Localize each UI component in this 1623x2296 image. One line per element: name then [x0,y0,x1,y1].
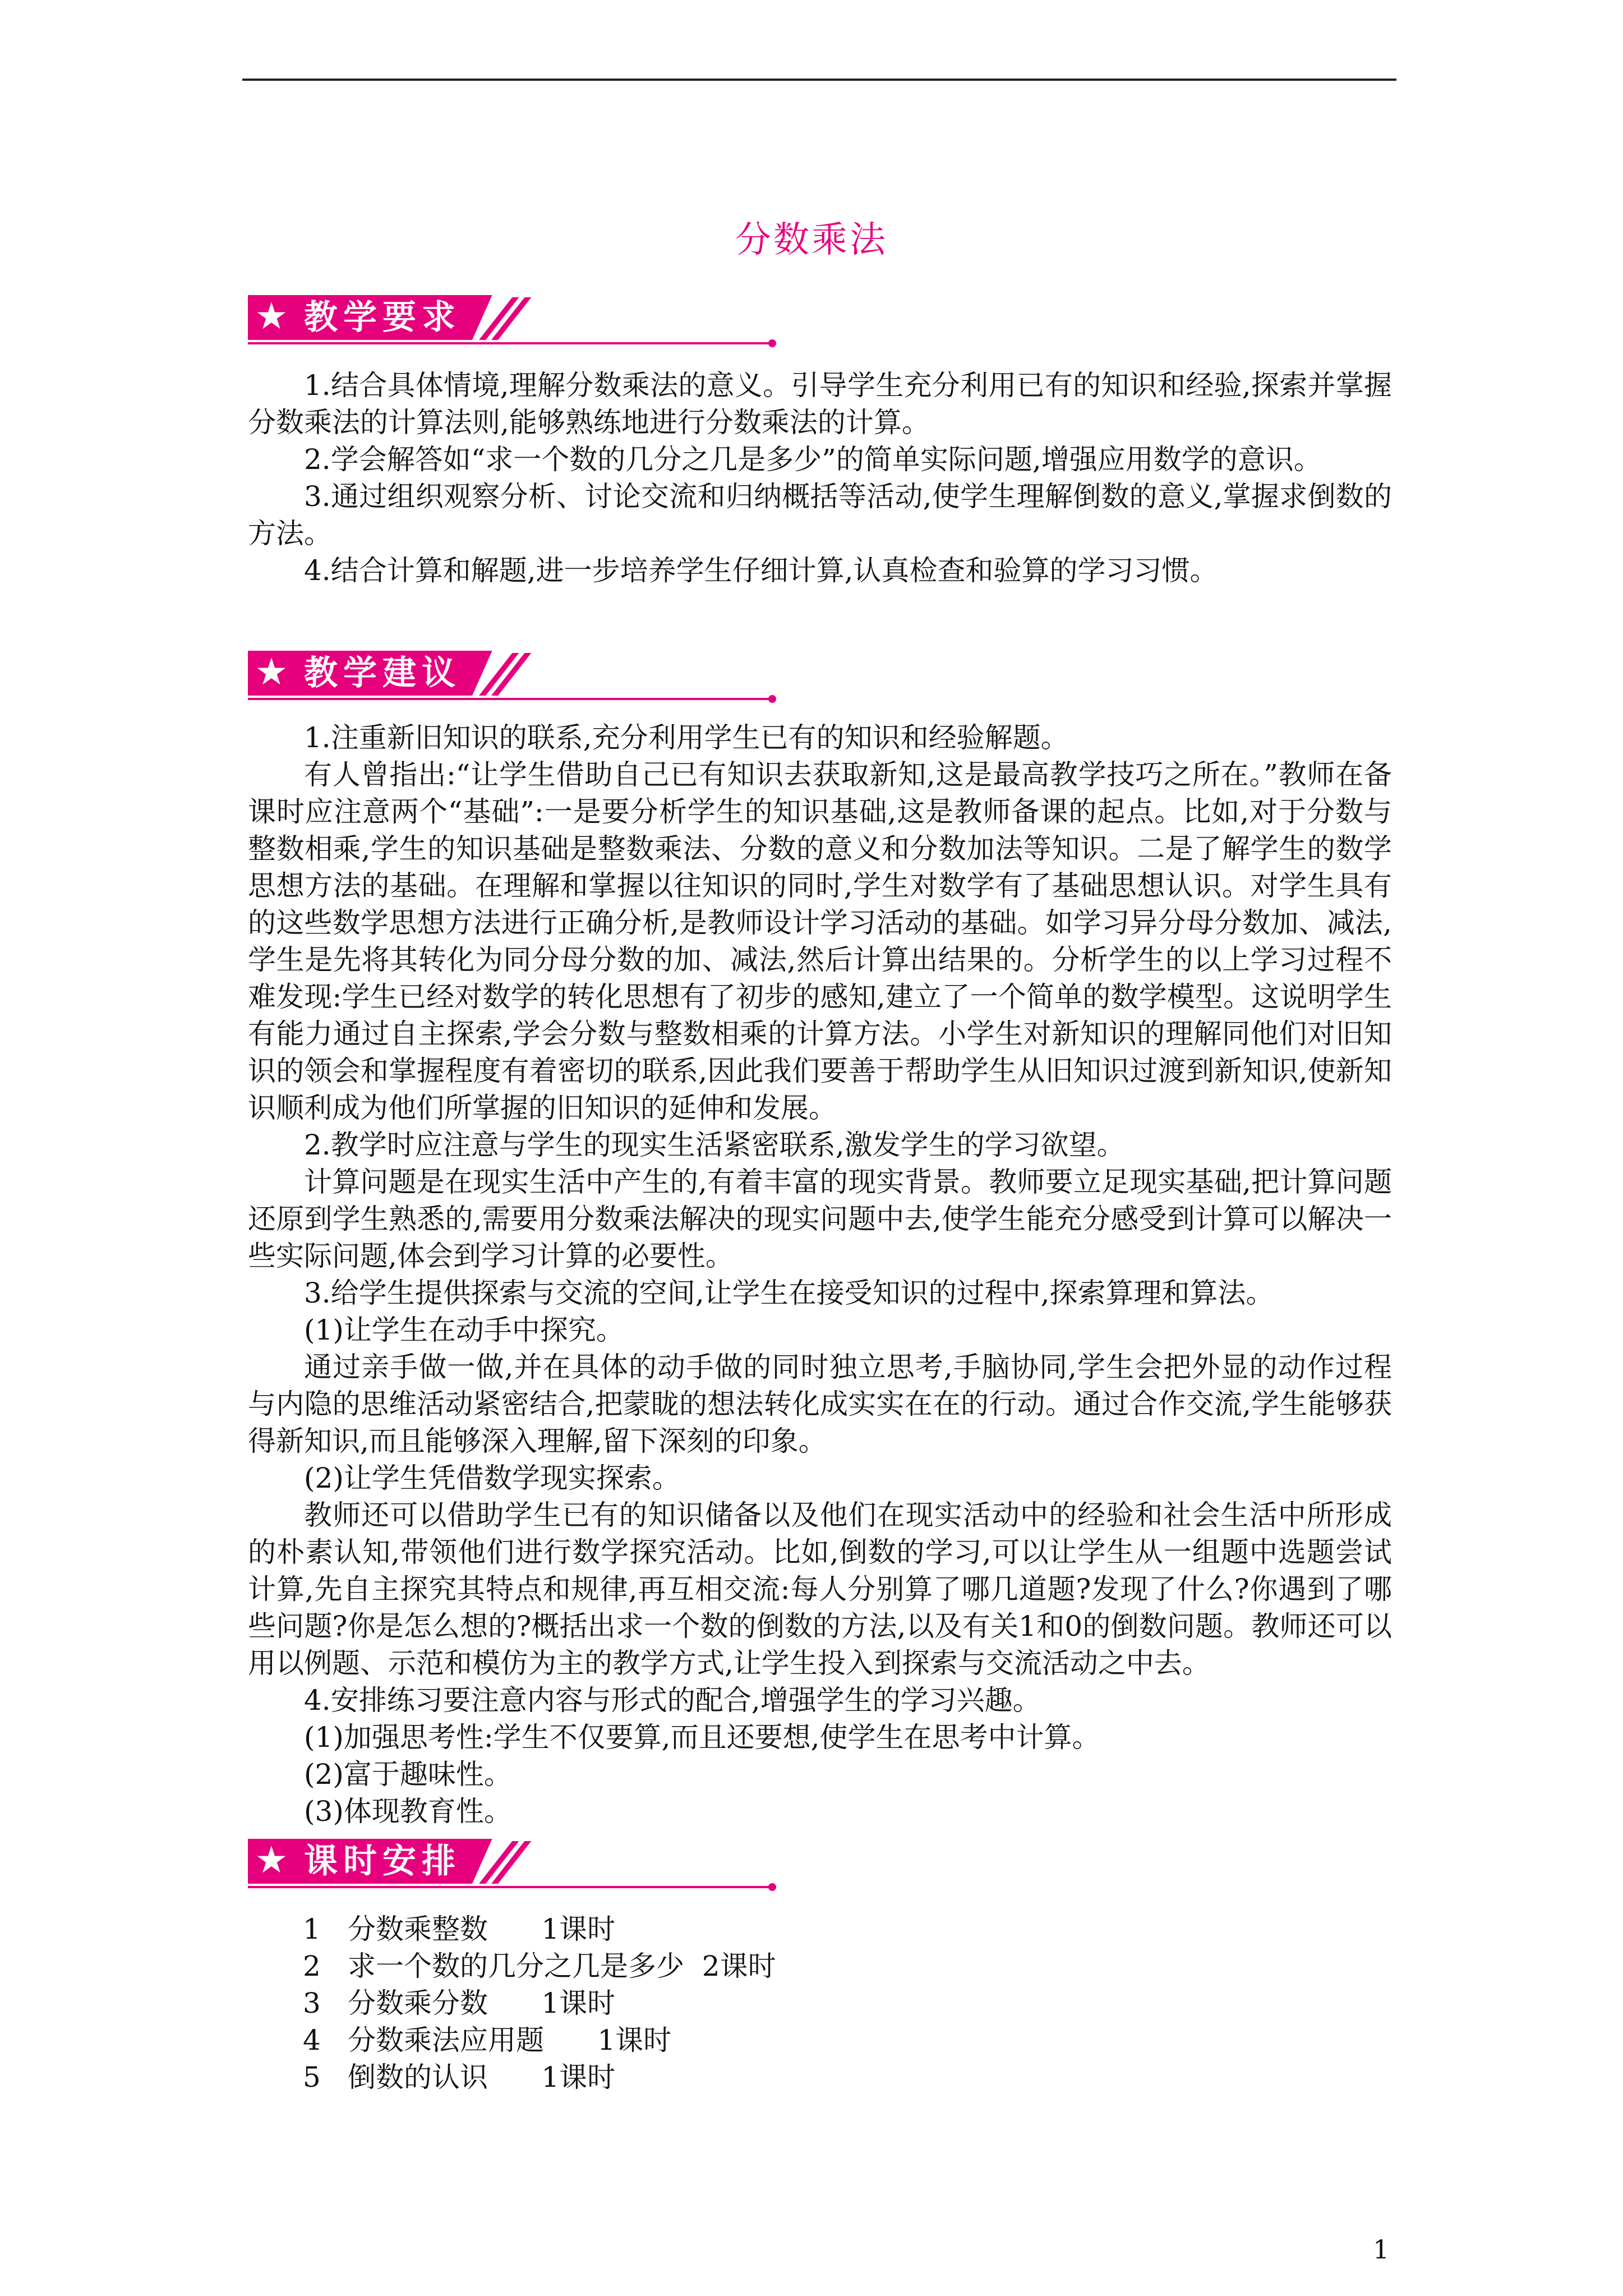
schedule-text: 倒数的认识 1课时 [348,2061,616,2093]
section-header-suggestions [248,651,778,700]
paragraph: 有人曾指出:“让学生借助自己已有知识去获取新知,这是最高教学技巧之所在。”教师在备课时应注意两个“基础”:一是要分析学生的知识基础,这是教师备课的起点。比如,对于分数与整数相乘,学生的知识基础是整数乘法、分数的意义和分数加法等知识。二是了解学生的数学思想方法的基础。在理解和掌握以往知识的同时,学生对数学有了基础思想认识。对学生具有的这些数学思想方法进行正确分析,是教师设计学习活动的基础。如学习异分母分数加、减法,学生是先将其转化为同分母分数的加、减法,然后计算出结果的。分析学生的以上学习过程不难发现:学生已经对数学的转化思想有了初步的感知,建立了一个简单的数学模型。这说明学生有能力通过自主探索,学会分数与整数相乘的计算方法。小学生对新知识的理解同他们对旧知识的领会和掌握程度有着密切的联系,因此我们要善于帮助学生从旧知识过渡到新知识,使新知识顺利成为他们所掌握的旧知识的延伸和发展。 [248,758,1392,1124]
section-rule [248,342,772,344]
schedule-number: 4 [303,2024,321,2056]
schedule-row [303,1948,776,1985]
suggestions-body [248,719,1392,1830]
paragraph: 1.注重新旧知识的联系,充分利用学生已有的知识和经验解题。 [304,721,1069,754]
paragraph: (2)富于趣味性。 [304,1758,512,1791]
star-icon: ★ [255,650,288,693]
paragraph: 2.教学时应注意与学生的现实生活紧密联系,激发学生的学习欲望。 [304,1129,1125,1161]
rule-end-dot [768,1883,776,1891]
paragraph: (3)体现教育性。 [304,1795,512,1828]
requirements-body [248,367,1392,589]
paragraph: 3.通过组织观察分析、讨论交流和归纳概括等活动,使学生理解倒数的意义,掌握求倒数的方法。 [248,480,1392,550]
schedule-row [303,1911,776,1948]
rule-end-dot [768,695,776,703]
paragraph: 计算问题是在现实生活中产生的,有着丰富的现实背景。教师要立足现实基础,把计算问题还原到学生熟悉的,需要用分数乘法解决的现实问题中去,使学生能充分感受到计算可以解决一些实际问题,体会到学习计算的必要性。 [248,1166,1392,1272]
paragraph: (2)让学生凭借数学现实探索。 [304,1462,680,1494]
section-label: 课时安排 [304,1842,461,1881]
rule-end-dot [768,339,776,347]
section-header-schedule [248,1839,778,1888]
schedule-text: 分数乘法应用题 1课时 [348,2024,672,2056]
schedule-number: 3 [303,1987,321,2019]
page-number: 1 [1373,2234,1390,2265]
section-header-requirements [248,295,778,344]
paragraph: 3.给学生提供探索与交流的空间,让学生在接受知识的过程中,探索算理和算法。 [304,1277,1274,1309]
schedule-text: 求一个数的几分之几是多少 2课时 [348,1950,776,1982]
schedule-number: 2 [303,1950,321,1982]
schedule-number: 5 [303,2061,321,2093]
header-rule [242,79,1396,81]
section-rule [248,1886,772,1888]
page-title: 分数乘法 [735,219,888,261]
schedule-row [303,2022,776,2059]
schedule-text: 分数乘分数 1课时 [348,1987,616,2019]
paragraph: 4.安排练习要注意内容与形式的配合,增强学生的学习兴趣。 [304,1684,1041,1717]
paragraph: 通过亲手做一做,并在具体的动手做的同时独立思考,手脑协同,学生会把外显的动作过程与内隐的思维活动紧密结合,把蒙眬的想法转化成实实在在的行动。通过合作交流,学生能够获得新知识,而且能够深入理解,留下深刻的印象。 [248,1351,1392,1457]
paragraph: (1)加强思考性:学生不仅要算,而且还要想,使学生在思考中计算。 [304,1721,1100,1754]
schedule-row [303,2059,776,2096]
section-label: 教学建议 [304,654,461,693]
schedule-text: 分数乘整数 1课时 [348,1913,616,1945]
paragraph: 2.学会解答如“求一个数的几分之几是多少”的简单实际问题,增强应用数学的意识。 [304,443,1322,476]
paragraph: 教师还可以借助学生已有的知识储备以及他们在现实活动中的经验和社会生活中所形成的朴素认知,带领他们进行数学探究活动。比如,倒数的学习,可以让学生从一组题中选题尝试计算,先自主探究其特点和规律,再互相交流:每人分别算了哪几道题?发现了什么?你遇到了哪些问题?你是怎么想的?概括出求一个数的倒数的方法,以及有关1和0的倒数问题。教师还可以用以例题、示范和模仿为主的教学方式,让学生投入到探索与交流活动之中去。 [248,1499,1392,1680]
section-label: 教学要求 [304,298,461,337]
star-icon: ★ [255,295,288,338]
paragraph: 1.结合具体情境,理解分数乘法的意义。引导学生充分利用已有的知识和经验,探索并掌握分数乘法的计算法则,能够熟练地进行分数乘法的计算。 [248,369,1392,439]
schedule-row [303,1985,776,2022]
paragraph: (1)让学生在动手中探究。 [304,1314,624,1346]
schedule-number: 1 [303,1913,321,1945]
schedule-list [303,1911,776,2096]
section-rule [248,698,772,700]
star-icon: ★ [255,1838,288,1881]
paragraph: 4.结合计算和解题,进一步培养学生仔细计算,认真检查和验算的学习习惯。 [304,554,1218,587]
